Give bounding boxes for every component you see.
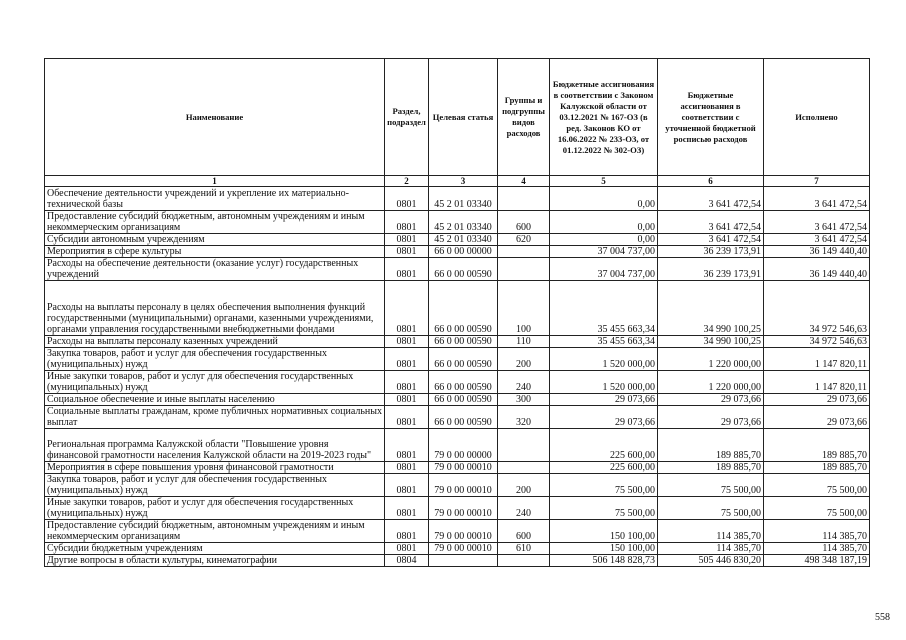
row-executed: 114 385,70: [764, 520, 870, 543]
row-name: Расходы на выплаты персоналу казенных учреждений: [45, 336, 385, 348]
row-target-article: 79 0 00 00010: [429, 462, 498, 474]
row-target-article: 66 0 00 00590: [429, 281, 498, 336]
row-name: Мероприятия в сфере повышения уровня финансовой грамотности: [45, 462, 385, 474]
header-target-article: Целевая статья: [429, 59, 498, 176]
row-revised-allocation: 36 239 173,91: [658, 258, 764, 281]
column-number: 1: [45, 176, 385, 187]
row-expense-group: [498, 258, 550, 281]
table-row: [45, 462, 870, 474]
header-revised-allocations: Бюджетные ассигнования в соответствии с уточненной бюджетной росписью расходов: [658, 59, 764, 176]
table-row: [45, 234, 870, 246]
column-number: 2: [385, 176, 429, 187]
row-name: Региональная программа Калужской области "Повышение уровня финансовой грамотности населения Калужской области на 2019-2023 годы": [45, 429, 385, 462]
row-name: Другие вопросы в области культуры, кинематографии: [45, 555, 385, 567]
row-expense-group: 100: [498, 281, 550, 336]
row-law-allocation: 506 148 828,73: [550, 555, 658, 567]
row-section: 0801: [385, 371, 429, 394]
row-law-allocation: 75 500,00: [550, 474, 658, 497]
row-name: Закупка товаров, работ и услуг для обеспечения государственных (муниципальных) нужд: [45, 474, 385, 497]
row-executed: 189 885,70: [764, 462, 870, 474]
row-expense-group: 240: [498, 371, 550, 394]
table-row: [45, 336, 870, 348]
row-executed: 3 641 472,54: [764, 234, 870, 246]
row-name: Социальное обеспечение и иные выплаты населению: [45, 394, 385, 406]
row-revised-allocation: 114 385,70: [658, 543, 764, 555]
row-name: Предоставление субсидий бюджетным, автономным учреждениям и иным некоммерческим организациям: [45, 520, 385, 543]
table-row: [45, 258, 870, 281]
row-section: 0801: [385, 234, 429, 246]
table-row: [45, 246, 870, 258]
row-law-allocation: 0,00: [550, 187, 658, 211]
row-law-allocation: 0,00: [550, 211, 658, 234]
row-target-article: 79 0 00 00010: [429, 543, 498, 555]
row-section: 0801: [385, 348, 429, 371]
row-law-allocation: 1 520 000,00: [550, 371, 658, 394]
table-row: [45, 281, 870, 336]
row-target-article: 79 0 00 00010: [429, 474, 498, 497]
row-name: Субсидии автономным учреждениям: [45, 234, 385, 246]
row-expense-group: 200: [498, 474, 550, 497]
row-law-allocation: 0,00: [550, 234, 658, 246]
row-executed: 34 972 546,63: [764, 336, 870, 348]
table-row: [45, 371, 870, 394]
table-row: [45, 543, 870, 555]
row-law-allocation: 75 500,00: [550, 497, 658, 520]
row-revised-allocation: 34 990 100,25: [658, 281, 764, 336]
table-row: [45, 555, 870, 567]
row-target-article: 66 0 00 00590: [429, 348, 498, 371]
table-row: [45, 406, 870, 429]
row-target-article: 79 0 00 00010: [429, 497, 498, 520]
header-executed: Исполнено: [764, 59, 870, 176]
row-target-article: 66 0 00 00590: [429, 406, 498, 429]
row-expense-group: [498, 462, 550, 474]
row-section: 0801: [385, 543, 429, 555]
row-target-article: [429, 555, 498, 567]
row-revised-allocation: 3 641 472,54: [658, 187, 764, 211]
row-expense-group: 240: [498, 497, 550, 520]
column-number-row: [45, 176, 870, 187]
table-row: [45, 474, 870, 497]
column-number: 5: [550, 176, 658, 187]
row-section: 0801: [385, 187, 429, 211]
table-row: [45, 394, 870, 406]
column-number: 7: [764, 176, 870, 187]
row-section: 0801: [385, 281, 429, 336]
row-law-allocation: 150 100,00: [550, 520, 658, 543]
table-row: [45, 187, 870, 211]
row-revised-allocation: 75 500,00: [658, 474, 764, 497]
row-expense-group: [498, 555, 550, 567]
row-law-allocation: 37 004 737,00: [550, 258, 658, 281]
row-revised-allocation: 75 500,00: [658, 497, 764, 520]
table-row: [45, 429, 870, 462]
row-section: 0801: [385, 246, 429, 258]
row-revised-allocation: 114 385,70: [658, 520, 764, 543]
row-section: 0801: [385, 394, 429, 406]
row-section: 0801: [385, 406, 429, 429]
table-body: [45, 187, 870, 567]
row-expense-group: 300: [498, 394, 550, 406]
header-section: Раздел, подраздел: [385, 59, 429, 176]
column-number: 4: [498, 176, 550, 187]
row-executed: 36 149 440,40: [764, 246, 870, 258]
row-section: 0801: [385, 429, 429, 462]
row-executed: 498 348 187,19: [764, 555, 870, 567]
row-name: Расходы на обеспечение деятельности (оказание услуг) государственных учреждений: [45, 258, 385, 281]
row-executed: 29 073,66: [764, 406, 870, 429]
row-law-allocation: 29 073,66: [550, 394, 658, 406]
row-revised-allocation: 34 990 100,25: [658, 336, 764, 348]
row-name: Мероприятия в сфере культуры: [45, 246, 385, 258]
row-revised-allocation: 3 641 472,54: [658, 234, 764, 246]
row-target-article: 45 2 01 03340: [429, 211, 498, 234]
row-executed: 1 147 820,11: [764, 348, 870, 371]
row-law-allocation: 29 073,66: [550, 406, 658, 429]
row-target-article: 66 0 00 00590: [429, 394, 498, 406]
row-revised-allocation: 29 073,66: [658, 406, 764, 429]
column-number: 3: [429, 176, 498, 187]
row-expense-group: 620: [498, 234, 550, 246]
row-expense-group: 200: [498, 348, 550, 371]
row-target-article: 45 2 01 03340: [429, 234, 498, 246]
row-expense-group: [498, 187, 550, 211]
page-number: 558: [875, 612, 890, 623]
row-section: 0801: [385, 497, 429, 520]
row-target-article: 66 0 00 00590: [429, 258, 498, 281]
header-law-allocations: Бюджетные ассигнования в соответствии с Законом Калужской области от 03.12.2021 № 167-ОЗ (в ред. Законов КО от 16.06.2022 № 233-ОЗ, от 01.12.2022 № 302-ОЗ): [550, 59, 658, 176]
row-law-allocation: 1 520 000,00: [550, 348, 658, 371]
row-executed: 34 972 546,63: [764, 281, 870, 336]
budget-table: [44, 58, 870, 567]
table-header-row: [45, 59, 870, 176]
row-section: 0801: [385, 474, 429, 497]
row-executed: 3 641 472,54: [764, 211, 870, 234]
row-expense-group: [498, 429, 550, 462]
row-executed: 75 500,00: [764, 474, 870, 497]
row-law-allocation: 225 600,00: [550, 429, 658, 462]
row-revised-allocation: 3 641 472,54: [658, 211, 764, 234]
row-expense-group: 110: [498, 336, 550, 348]
row-expense-group: 320: [498, 406, 550, 429]
row-section: 0801: [385, 258, 429, 281]
row-section: 0804: [385, 555, 429, 567]
row-section: 0801: [385, 520, 429, 543]
row-target-article: 79 0 00 00000: [429, 429, 498, 462]
row-name: Социальные выплаты гражданам, кроме публичных нормативных социальных выплат: [45, 406, 385, 429]
row-target-article: 66 0 00 00590: [429, 336, 498, 348]
row-revised-allocation: 36 239 173,91: [658, 246, 764, 258]
row-executed: 1 147 820,11: [764, 371, 870, 394]
row-executed: 114 385,70: [764, 543, 870, 555]
row-revised-allocation: 189 885,70: [658, 462, 764, 474]
header-expense-groups: Группы и подгруппы видов расходов: [498, 59, 550, 176]
row-law-allocation: 150 100,00: [550, 543, 658, 555]
row-expense-group: 600: [498, 211, 550, 234]
row-law-allocation: 37 004 737,00: [550, 246, 658, 258]
row-expense-group: 600: [498, 520, 550, 543]
row-section: 0801: [385, 462, 429, 474]
row-target-article: 45 2 01 03340: [429, 187, 498, 211]
row-revised-allocation: 29 073,66: [658, 394, 764, 406]
row-section: 0801: [385, 211, 429, 234]
row-executed: 29 073,66: [764, 394, 870, 406]
row-name: Предоставление субсидий бюджетным, автономным учреждениям и иным некоммерческим организациям: [45, 211, 385, 234]
row-name: Субсидии бюджетным учреждениям: [45, 543, 385, 555]
table-row: [45, 497, 870, 520]
row-section: 0801: [385, 336, 429, 348]
row-executed: 189 885,70: [764, 429, 870, 462]
row-target-article: 66 0 00 00590: [429, 371, 498, 394]
row-target-article: 66 0 00 00000: [429, 246, 498, 258]
row-revised-allocation: 189 885,70: [658, 429, 764, 462]
row-revised-allocation: 1 220 000,00: [658, 348, 764, 371]
table-row: [45, 520, 870, 543]
row-law-allocation: 225 600,00: [550, 462, 658, 474]
row-law-allocation: 35 455 663,34: [550, 281, 658, 336]
row-revised-allocation: 505 446 830,20: [658, 555, 764, 567]
row-executed: 75 500,00: [764, 497, 870, 520]
row-executed: 3 641 472,54: [764, 187, 870, 211]
row-name: Иные закупки товаров, работ и услуг для обеспечения государственных (муниципальных) нужд: [45, 497, 385, 520]
table-row: [45, 348, 870, 371]
row-name: Закупка товаров, работ и услуг для обеспечения государственных (муниципальных) нужд: [45, 348, 385, 371]
column-number: 6: [658, 176, 764, 187]
row-law-allocation: 35 455 663,34: [550, 336, 658, 348]
row-name: Обеспечение деятельности учреждений и укрепление их материально-технической базы: [45, 187, 385, 211]
row-expense-group: 610: [498, 543, 550, 555]
row-executed: 36 149 440,40: [764, 258, 870, 281]
row-target-article: 79 0 00 00010: [429, 520, 498, 543]
row-name: Иные закупки товаров, работ и услуг для обеспечения государственных (муниципальных) нужд: [45, 371, 385, 394]
row-expense-group: [498, 246, 550, 258]
header-name: Наименование: [45, 59, 385, 176]
row-revised-allocation: 1 220 000,00: [658, 371, 764, 394]
table-row: [45, 211, 870, 234]
row-name: Расходы на выплаты персоналу в целях обеспечения выполнения функций государственными (муниципальными) органами, казенными учреждениями, органами управления государственными внебюджетными фондами: [45, 281, 385, 336]
